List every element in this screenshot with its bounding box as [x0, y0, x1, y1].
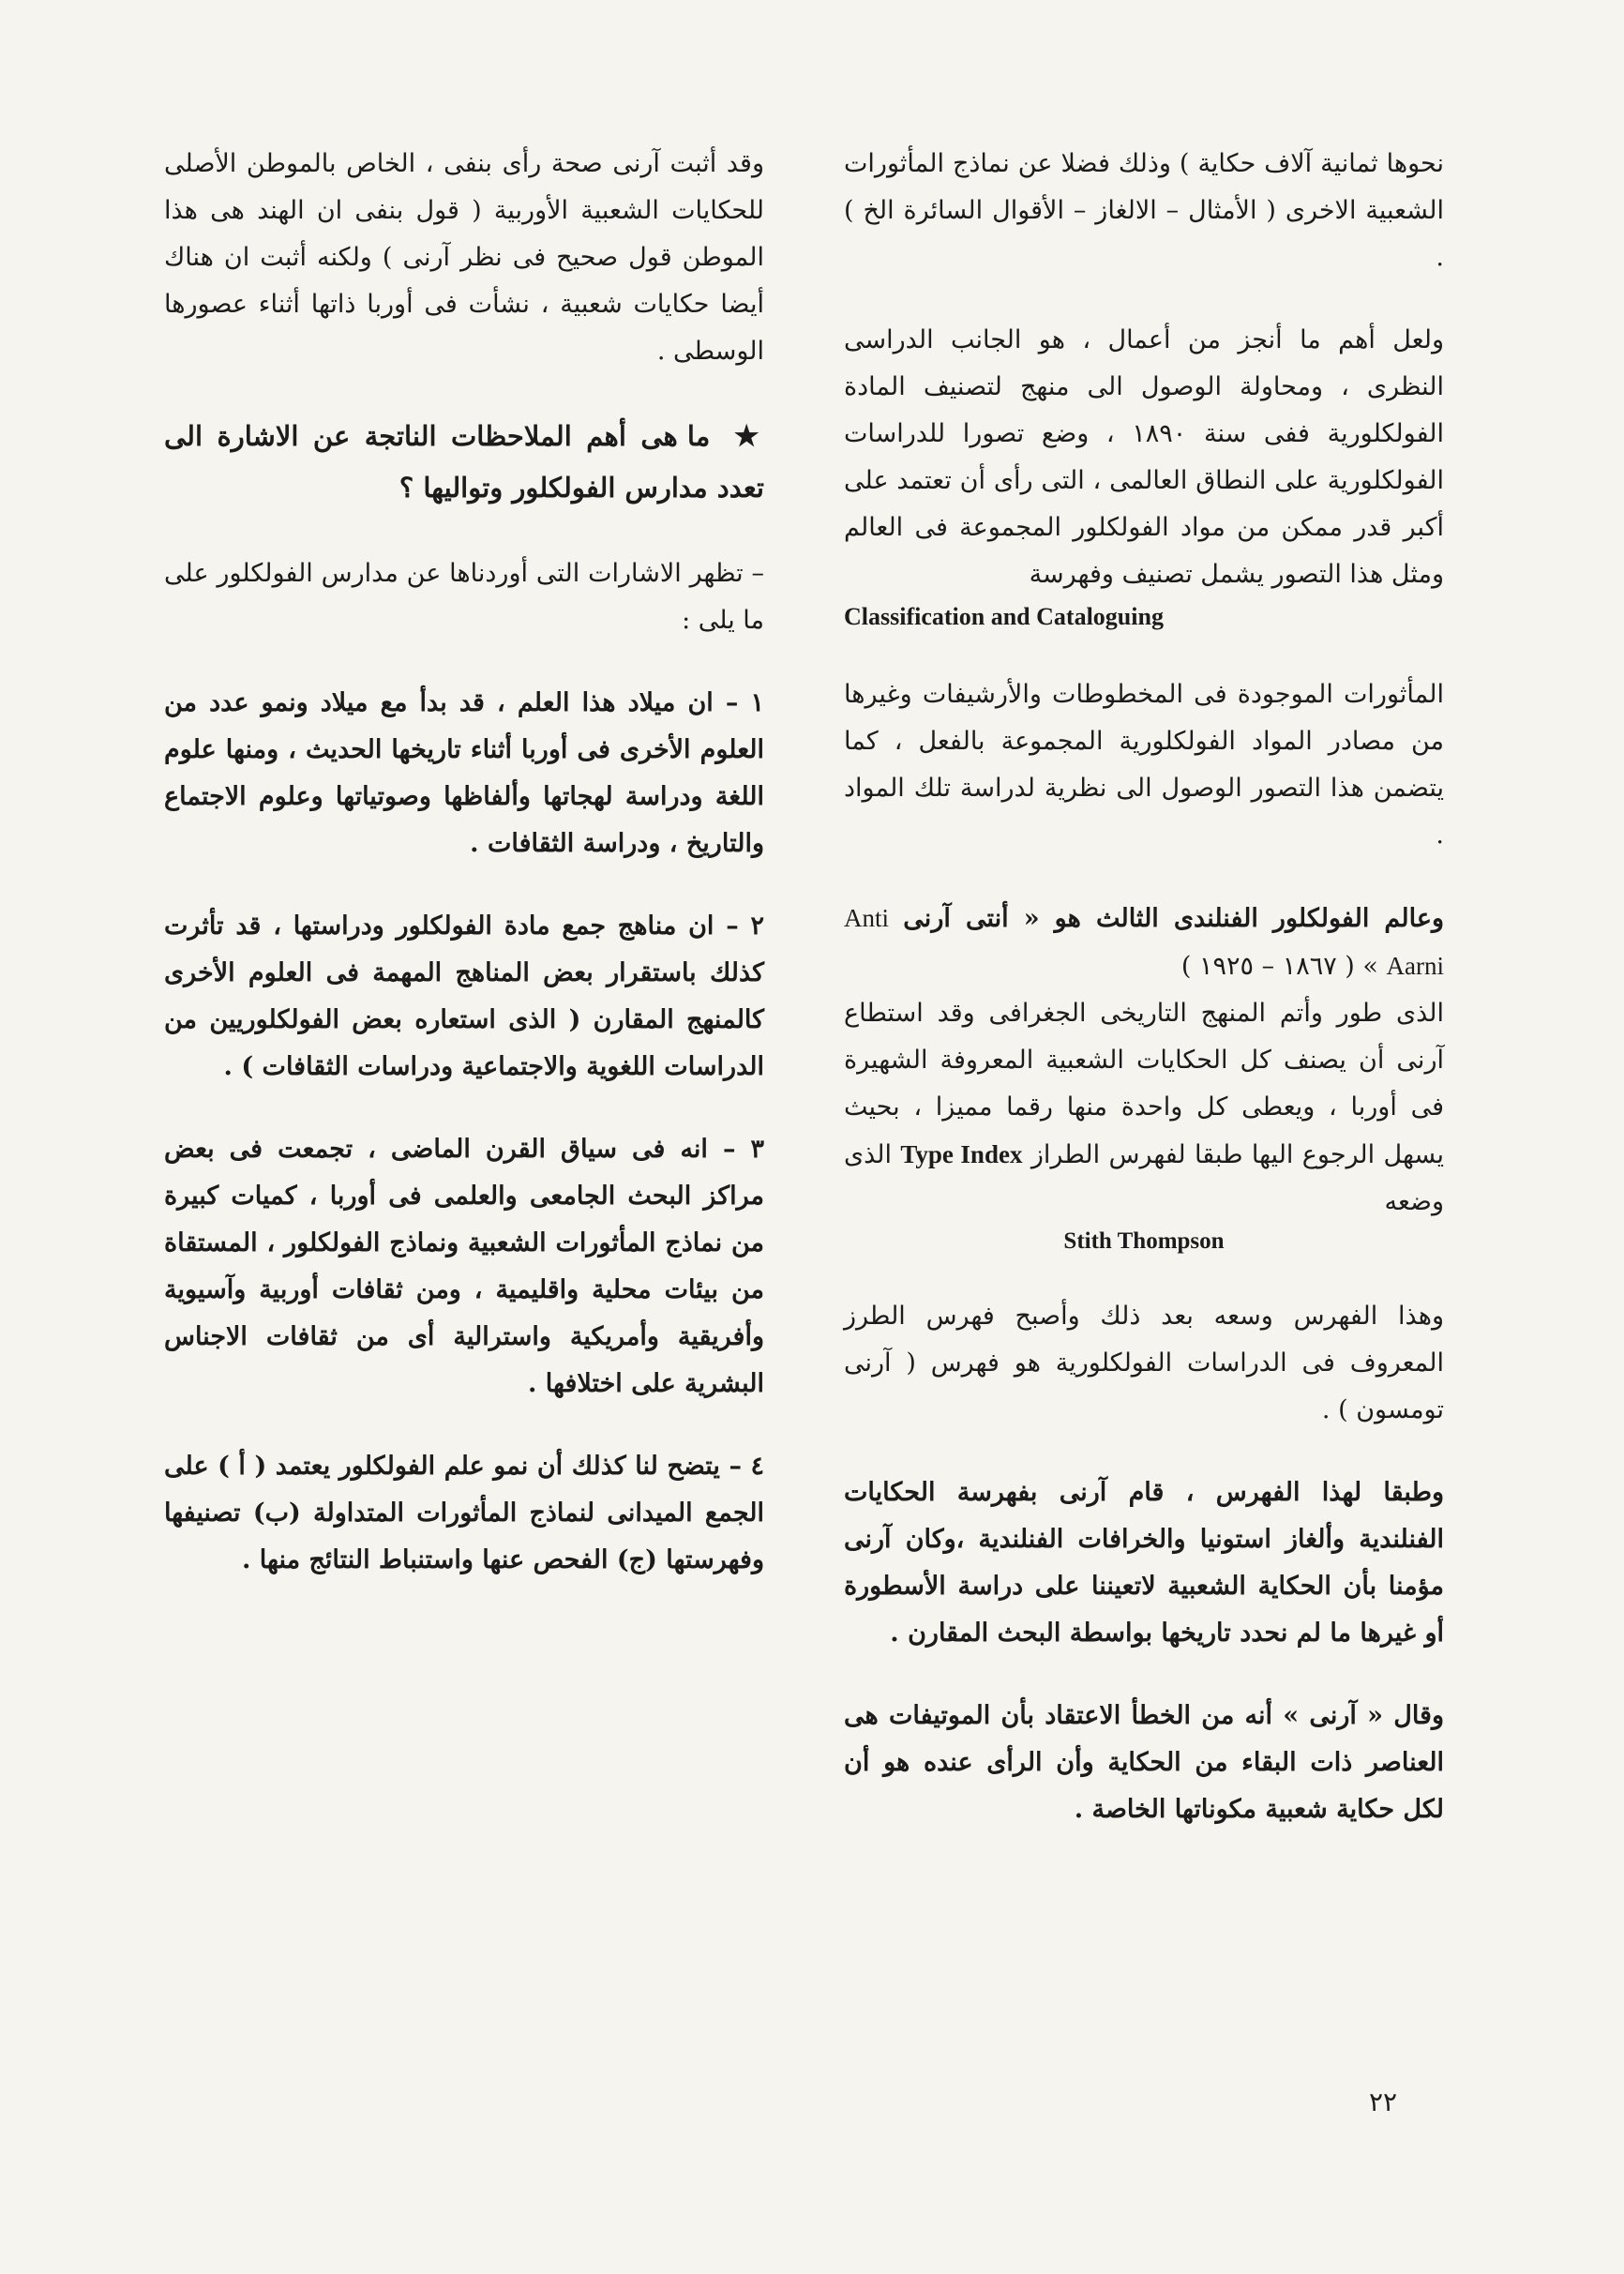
classification-term: Classification and Cataloguing — [844, 603, 1164, 630]
aarne-ending: بعد ذلك وأصبح فهرس الطرز المعروف فى الدراسات الفولكلورية هو فهرس ( آرنى تومسون ) . — [844, 1302, 1444, 1424]
aarne-body: الذى طور وأتم المنهج التاريخى الجغرافى وقد استطاع آرنى أن يصنف كل الحكايات الشعبية المعروفة الشهيرة فى أوربا ، ويعطى كل واحدة منها رقما مميزا ، بحيث يسهل الرجوع اليها طبقا لفهرس الطراز — [844, 999, 1444, 1169]
stith-thompson-name: Stith Thompson — [1063, 1228, 1225, 1254]
right-paragraph-4: وطبقا لهذا الفهرس ، قام آرنى بفهرسة الحكايات الفنلندية وألغاز استونيا والخرافات الفنلندية ،وكان آرنى مؤمنا بأن الحكاية الشعبية لاتعيننا على دراسة الأسطورة أو غيرها ما لم نحدد تاريخها بواسطة البحث المقارن . — [844, 1478, 1444, 1648]
right-paragraph-2-continuation: المأثورات الموجودة فى المخطوطات والأرشيفات وغيرها من مصادر المواد الفولكلورية المجموعة بالفعل ، كما يتضمن هذا التصور الوصول الى نظرية لدراسة تلك المواد . — [844, 680, 1444, 850]
aarne-latin-name: Anti Aarni — [844, 904, 1444, 980]
list-item-2: ٢ – ان مناهج جمع مادة الفولكلور ودراستها ، قد تأثرت كذلك باستقرار بعض المناهج المهمة فى العلوم الأخرى كالمنهج المقارن ( الذى استعاره بعض الفولكلوريين من الدراسات اللغوية والاجتماعية ودراسات الثقافات ) . — [164, 911, 764, 1081]
star-icon: ★ — [733, 420, 764, 453]
aarne-dates: » ( ١٨٦٧ – ١٩٢٥ ) — [1180, 952, 1378, 981]
question-heading — [164, 411, 764, 513]
right-paragraph-3 — [844, 895, 1444, 1434]
type-index-after: الذى وضعه — [844, 1140, 1444, 1216]
right-column — [844, 141, 1444, 1869]
right-paragraph-2-text: ولعل أهم ما أنجز من أعمال ، هو الجانب الدراسى النظرى ، ومحاولة الوصول الى منهج لتصنيف المادة الفولكلورية ففى سنة ١٨٩٠ ، وضع تصورا للدراسات الفولكلورية على النطاق العالمى ، التى رأى أن تعتمد على أكبر قدر ممكن من مواد الفولكلور المجموعة فى العالم ومثل هذا التصور يشمل تصنيف وفهرسة — [844, 325, 1444, 589]
list-item-1: ١ – ان ميلاد هذا العلم ، قد بدأ مع ميلاد ونمو عدد من العلوم الأخرى فى أوربا أثناء تاريخها الحديث ، ومنها علوم اللغة ودراسة لهجاتها وألفاظها وصوتياتها وعلوم الاجتماع والتاريخ ، ودراسة الثقافات . — [164, 688, 764, 858]
index-expanded: وهذا الفهرس وسعه — [1213, 1302, 1444, 1331]
right-paragraph-5: وقال « آرنى » أنه من الخطأ الاعتقاد بأن الموتيفات هى العناصر ذات البقاء من الحكاية وأن الرأى عنده هو أن لكل حكاية شعبية مكوناتها الخاصة . — [844, 1701, 1444, 1824]
left-column — [164, 141, 764, 1619]
question-heading-text: ما هى أهم الملاحظات الناتجة عن الاشارة الى تعدد مدارس الفولكلور وتواليها ؟ — [164, 420, 764, 504]
list-item-4: ٤ – يتضح لنا كذلك أن نمو علم الفولكلور يعتمد ( أ ) على الجمع الميدانى لنماذج المأثورات المتداولة (ب) تصنيفها وفهرستها (ج) الفحص عنها واستنباط النتائج منها . — [164, 1452, 764, 1574]
aarne-intro: وعالم الفولكلور الفنلندى الثالث هو « أنتى آرنى — [903, 904, 1444, 933]
right-paragraph-1: نحوها ثمانية آلاف حكاية ) وذلك فضلا عن نماذج المأثورات الشعبية الاخرى ( الأمثال – الالغاز – الأقوال السائرة الخ ) . — [844, 149, 1444, 272]
intro-paragraph: – تظهر الاشارات التى أوردناها عن مدارس الفولكلور على ما يلى : — [164, 559, 764, 635]
list-item-3: ٣ – انه فى سياق القرن الماضى ، تجمعت فى بعض مراكز البحث الجامعى والعلمى فى أوربا ، كميات كبيرة من نماذج المأثورات الشعبية ونماذج الفولكلور ، المستقاة من بيئات محلية واقليمية ، ومن ثقافات أوربية وآسيوية وأفريقية وأمريكية واسترالية أى من ثقافات الاجناس البشرية على اختلافها . — [164, 1135, 764, 1398]
right-paragraph-2 — [844, 317, 1444, 859]
page-number: ٢٢ — [1369, 2086, 1398, 2117]
type-index-term: Type Index — [900, 1140, 1023, 1168]
left-paragraph-1: وقد أثبت آرنى صحة رأى بنفى ، الخاص بالموطن الأصلى للحكايات الشعبية الأوربية ( قول بنفى ان الهند هى هذا الموطن قول صحيح فى نظر آرنى ) ولكنه أثبت ان هناك أيضا حكايات شعبية ، نشأت فى أوربا ذاتها أثناء عصورها الوسطى . — [164, 149, 764, 366]
